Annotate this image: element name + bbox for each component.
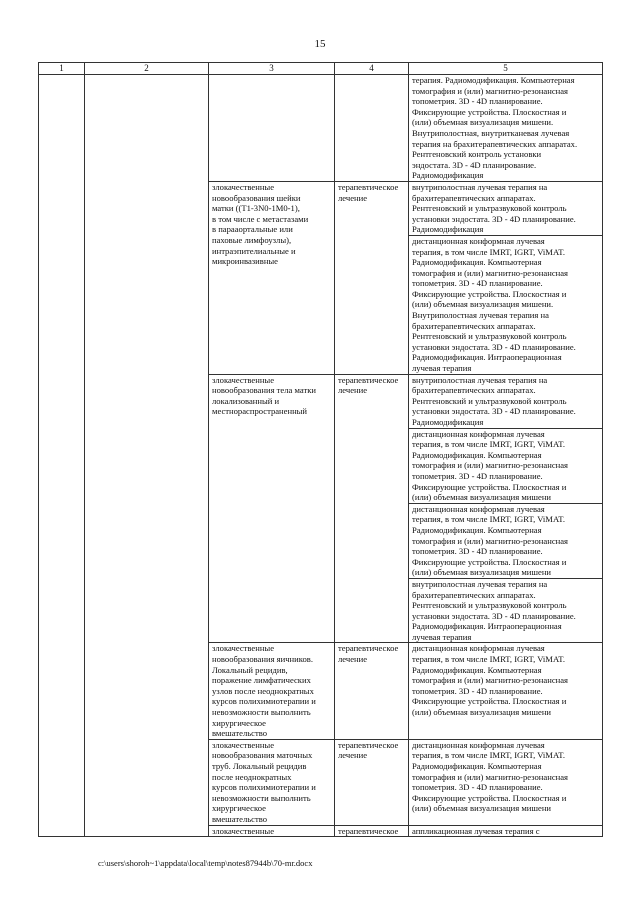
treatment-method-cell: внутриполостная лучевая терапия на брахитерапевтических аппаратах. Рентгеновский и ультразвуковой контроль установки эндостата. 3D - 4D планирование. Радиомодификация — [409, 374, 603, 428]
treatment-type-cell — [335, 75, 409, 182]
page-number: 15 — [314, 38, 326, 50]
table-row — [39, 75, 603, 182]
treatment-type-cell: терапевтическое — [335, 825, 409, 837]
diagnosis-cell: злокачественные новообразования маточных труб. Локальный рецидив после неоднократных курсов полихимиотерапии и невозможности выполнить хирургическое вмешательство — [209, 739, 335, 825]
treatment-method-cell: аппликационная лучевая терапия с — [409, 825, 603, 837]
diagnosis-cell: злокачественные новообразования тела матки локализованный и местнораспространенный — [209, 374, 335, 643]
header-col-2: 2 — [85, 63, 209, 75]
treatment-type-cell: терапевтическое лечение — [335, 643, 409, 739]
diagnosis-cell: злокачественные новообразования яичников. Локальный рецидив, поражение лимфатических узлов после неоднократных курсов полихимиотерапии и невозможности выполнить хирургическое вмешательство — [209, 643, 335, 739]
medical-procedures-table — [38, 62, 603, 837]
table-header-row — [39, 63, 603, 75]
header-col-4: 4 — [335, 63, 409, 75]
treatment-method-cell: дистанционная конформная лучевая терапия, в том числе IMRT, IGRT, ViMAT. Радиомодификация. Компьютерная томография и (или) магнитно-резонансная топометрия. 3D - 4D планирование. Фиксирующие устройства. Плоскостная и (или) объемная визуализация мишени — [409, 643, 603, 739]
diagnosis-cell: злокачественные новообразования шейки матки ((T1-3N0-1M0-1), в том числе с метастазами в парааортальные или паховые лимфоузлы), интраэпителиальные и микроинвазивные — [209, 181, 335, 374]
treatment-method-cell: дистанционная конформная лучевая терапия, в том числе IMRT, IGRT, ViMAT. Радиомодификация. Компьютерная томография и (или) магнитно-резонансная топометрия. 3D - 4D планирование. Фиксирующие устройства. Плоскостная и (или) объемная визуализация мишени — [409, 739, 603, 825]
diagnosis-cell — [209, 75, 335, 182]
col-2-cell — [85, 75, 209, 837]
header-col-1: 1 — [39, 63, 85, 75]
col-1-cell — [39, 75, 85, 837]
header-col-5: 5 — [409, 63, 603, 75]
treatment-method-cell: дистанционная конформная лучевая терапия, в том числе IMRT, IGRT, ViMAT. Радиомодификация. Компьютерная томография и (или) магнитно-резонансная топометрия. 3D - 4D планирование. Фиксирующие устройства. Плоскостная и (или) объемная визуализация мишени — [409, 503, 603, 578]
treatment-method-cell: внутриполостная лучевая терапия на брахитерапевтических аппаратах. Рентгеновский и ультразвуковой контроль установки эндостата. 3D - 4D планирование. Радиомодификация — [409, 181, 603, 235]
treatment-method-cell: дистанционная конформная лучевая терапия, в том числе IMRT, IGRT, ViMAT. Радиомодификация. Компьютерная томография и (или) магнитно-резонансная топометрия. 3D - 4D планирование. Фиксирующие устройства. Плоскостная и (или) объемная визуализация мишени. Внутриполостная лучевая терапия на брахитерапевтических аппаратах. Рентгеновский и ультразвуковой контроль установки эндостата. 3D - 4D планирование. Радиомодификация. Интраоперационная лучевая терапия — [409, 235, 603, 374]
treatment-type-cell: терапевтическое лечение — [335, 739, 409, 825]
treatment-method-cell: внутриполостная лучевая терапия на брахитерапевтических аппаратах. Рентгеновский и ультразвуковой контроль установки эндостата. 3D - 4D планирование. Радиомодификация. Интраоперационная лучевая терапия — [409, 578, 603, 643]
treatment-method-cell: терапия. Радиомодификация. Компьютерная томография и (или) магнитно-резонансная топометрия. 3D - 4D планирование. Фиксирующие устройства. Плоскостная и (или) объемная визуализация мишени. Внутриполостная, внутритканевая лучевая терапия на брахитерапевтических аппаратах. Рентгеновский контроль установки эндостата. 3D - 4D планирование. Радиомодификация — [409, 75, 603, 182]
treatment-method-cell: дистанционная конформная лучевая терапия, в том числе IMRT, IGRT, ViMAT. Радиомодификация. Компьютерная томография и (или) магнитно-резонансная топометрия. 3D - 4D планирование. Фиксирующие устройства. Плоскостная и (или) объемная визуализация мишени — [409, 428, 603, 503]
treatment-type-cell: терапевтическое лечение — [335, 181, 409, 374]
header-col-3: 3 — [209, 63, 335, 75]
diagnosis-cell: злокачественные — [209, 825, 335, 837]
footer-file-path: c:\users\shoroh~1\appdata\local\temp\notes87944b\70-mr.docx — [98, 858, 313, 868]
treatment-type-cell: терапевтическое лечение — [335, 374, 409, 643]
